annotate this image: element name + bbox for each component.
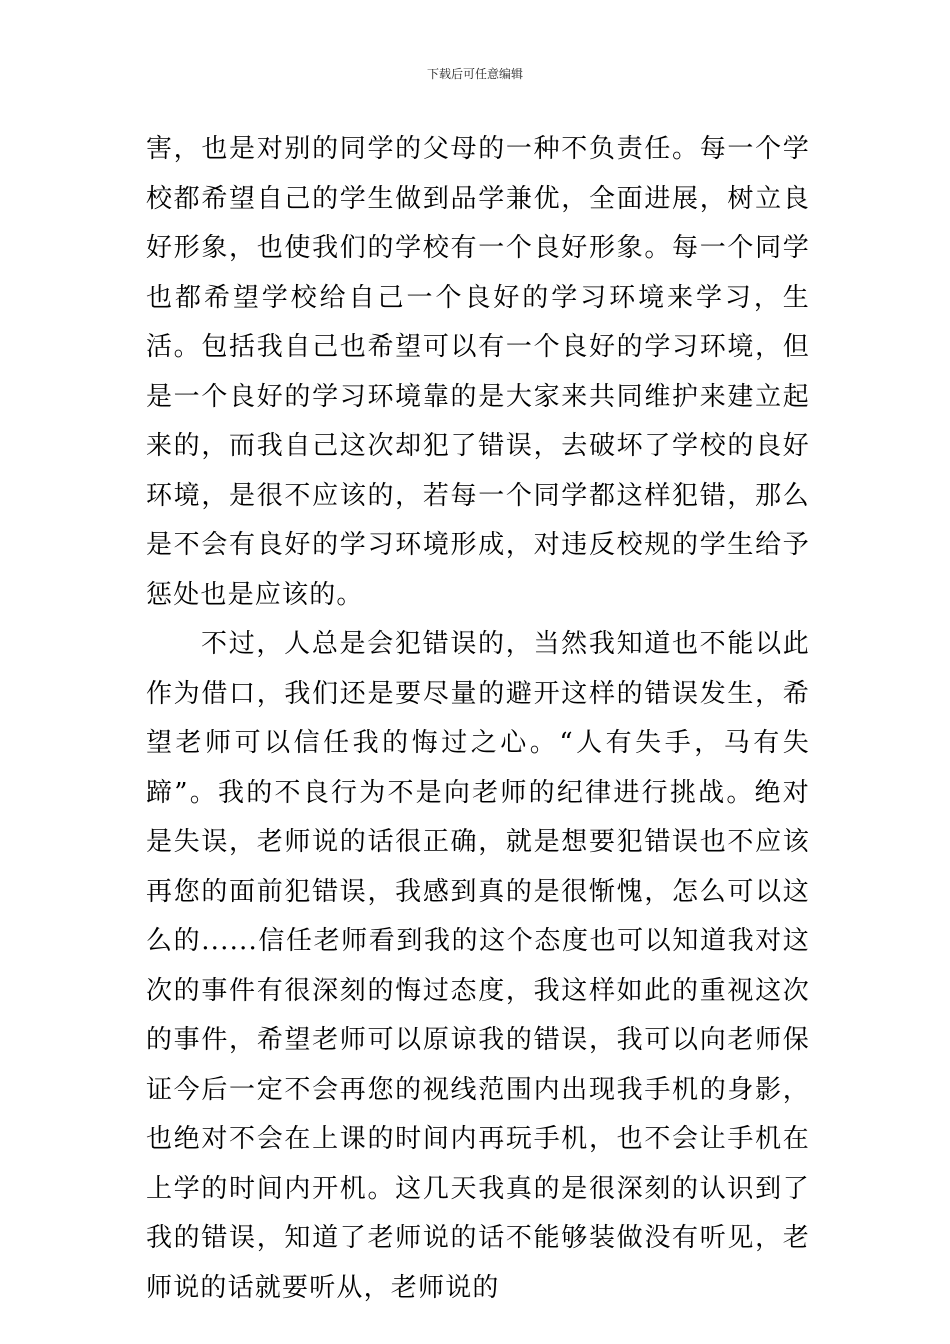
paragraph-apology: 不过，人总是会犯错误的，当然我知道也不能以此作为借口，我们还是要尽量的避开这样的错误发生，希望老师可以信任我的悔过之心。“人有失手，马有失蹄”。我的不良行为不是向老师的纪律进行挑战。绝对是失误，老师说的话很正确，就是想要犯错误也不应该再您的面前犯错误，我感到真的是很惭愧，怎么可以这么的......信任老师看到我的这个态度也可以知道我对这次的事件有很深刻的悔过态度，我这样如此的重视这次的事件，希望老师可以原谅我的错误，我可以向老师保证今后一定不会再您的视线范围内出现我手机的身影，也绝对不会在上课的时间内再玩手机，也不会让手机在上学的时间内开机。这几天我真的是很深刻的认识到了我的错误，知道了老师说的话不能够装做没有听见，老师说的话就要听从，老师说的 — [146, 629, 810, 1303]
paragraph-continuation: 害，也是对别的同学的父母的一种不负责任。每一个学校都希望自己的学生做到品学兼优，全面进展，树立良好形象，也使我们的学校有一个良好形象。每一个同学也都希望学校给自己一个良好的学习环境来学习，生活。包括我自己也希望可以有一个良好的学习环境，但是一个良好的学习环境靠的是大家来共同维护来建立起来的，而我自己这次却犯了错误，去破坏了学校的良好环境，是很不应该的，若每一个同学都这样犯错，那么是不会有良好的学习环境形成，对违反校规的学生给予惩处也是应该的。 — [146, 134, 810, 610]
document-body — [146, 125, 810, 1313]
header-note: 下载后可任意编辑 — [426, 67, 523, 81]
